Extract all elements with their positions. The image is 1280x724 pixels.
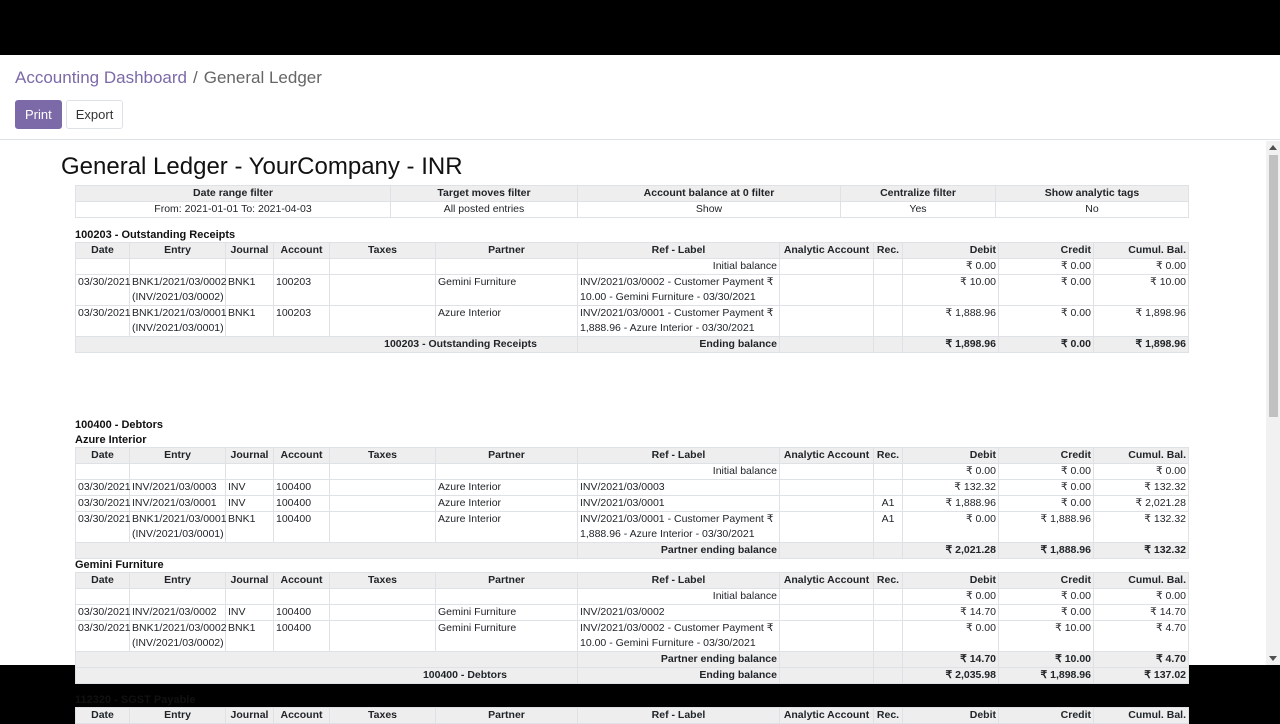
cell-date: 03/30/2021 <box>76 621 130 652</box>
cell-debit: ₹ 10.00 <box>903 275 999 306</box>
cell-rec <box>874 480 903 496</box>
cell-journal: BNK1 <box>226 275 274 306</box>
col-taxes: Taxes <box>330 243 436 259</box>
cell-credit: ₹ 1,888.96 <box>999 512 1094 543</box>
export-button[interactable]: Export <box>66 100 124 129</box>
cell-taxes <box>330 512 436 543</box>
cell-debit: ₹ 1,888.96 <box>903 496 999 512</box>
cell-analytic <box>780 605 874 621</box>
col-credit: Credit <box>999 708 1094 724</box>
initial-balance-row <box>76 259 1189 275</box>
column-header-row <box>76 448 1189 464</box>
account-ending-balance-row <box>76 337 1189 353</box>
cell-entry[interactable]: BNK1/2021/03/0002 (INV/2021/03/0002) <box>130 621 226 652</box>
col-ref-label: Ref - Label <box>578 573 780 589</box>
col-account: Account <box>274 708 330 724</box>
cell-journal: BNK1 <box>226 621 274 652</box>
col-partner: Partner <box>436 573 578 589</box>
col-taxes: Taxes <box>330 448 436 464</box>
cell-taxes <box>330 480 436 496</box>
col-cumul-bal: Cumul. Bal. <box>1094 573 1189 589</box>
cell-taxes <box>330 605 436 621</box>
col-cumul-bal: Cumul. Bal. <box>1094 448 1189 464</box>
ending-cumul-bal: ₹ 1,898.96 <box>1094 337 1189 353</box>
col-taxes: Taxes <box>330 573 436 589</box>
ending-account-name: 100400 - Debtors <box>76 668 578 684</box>
cell-analytic <box>780 480 874 496</box>
cell-analytic <box>780 512 874 543</box>
filter-header-target-moves: Target moves filter <box>391 186 578 202</box>
cell-rec <box>874 306 903 337</box>
control-panel <box>0 55 1280 140</box>
col-credit: Credit <box>999 243 1094 259</box>
col-rec: Rec. <box>874 448 903 464</box>
partner-ending-debit: ₹ 14.70 <box>903 652 999 668</box>
breadcrumb-separator: / <box>193 68 198 87</box>
report-content <box>0 141 1266 721</box>
cell-cumul-bal: ₹ 132.32 <box>1094 480 1189 496</box>
cell-cumul-bal: ₹ 10.00 <box>1094 275 1189 306</box>
cell-cumul-bal: ₹ 4.70 <box>1094 621 1189 652</box>
cell-rec <box>874 275 903 306</box>
partner-ending-credit: ₹ 10.00 <box>999 652 1094 668</box>
cell-credit: ₹ 0.00 <box>999 605 1094 621</box>
initial-balance-label: Initial balance <box>578 589 780 605</box>
cell-entry[interactable]: INV/2021/03/0002 <box>130 605 226 621</box>
cell-credit: ₹ 0.00 <box>999 480 1094 496</box>
cell-debit: ₹ 0.00 <box>903 621 999 652</box>
cell-partner: Azure Interior <box>436 496 578 512</box>
col-taxes: Taxes <box>330 708 436 724</box>
cell-journal: BNK1 <box>226 306 274 337</box>
ending-cumul-bal: ₹ 137.02 <box>1094 668 1189 684</box>
col-cumul-bal: Cumul. Bal. <box>1094 708 1189 724</box>
col-journal: Journal <box>226 448 274 464</box>
col-journal: Journal <box>226 243 274 259</box>
ledger-row[interactable] <box>76 512 1189 543</box>
scroll-down-arrow-icon[interactable] <box>1269 656 1277 661</box>
initial-balance-row <box>76 589 1189 605</box>
cell-partner: Azure Interior <box>436 306 578 337</box>
cell-ref-label: INV/2021/03/0002 <box>578 605 780 621</box>
cell-cumul-bal: ₹ 132.32 <box>1094 512 1189 543</box>
col-ref-label: Ref - Label <box>578 448 780 464</box>
col-rec: Rec. <box>874 243 903 259</box>
cell-rec: A1 <box>874 496 903 512</box>
cell-ref-label: INV/2021/03/0001 <box>578 496 780 512</box>
col-entry: Entry <box>130 708 226 724</box>
col-date: Date <box>76 448 130 464</box>
cell-taxes <box>330 496 436 512</box>
ledger-table-azure-interior <box>75 447 1189 559</box>
col-partner: Partner <box>436 243 578 259</box>
initial-balance-label: Initial balance <box>578 259 780 275</box>
cell-date: 03/30/2021 <box>76 512 130 543</box>
ending-debit: ₹ 2,035.98 <box>903 668 999 684</box>
col-date: Date <box>76 573 130 589</box>
initial-balance-label: Initial balance <box>578 464 780 480</box>
col-account: Account <box>274 573 330 589</box>
cell-cumul-bal: ₹ 14.70 <box>1094 605 1189 621</box>
cell-journal: BNK1 <box>226 512 274 543</box>
initial-credit: ₹ 0.00 <box>999 259 1094 275</box>
col-entry: Entry <box>130 573 226 589</box>
col-partner: Partner <box>436 708 578 724</box>
breadcrumb-current: General Ledger <box>203 68 322 87</box>
col-analytic-account: Analytic Account <box>780 243 874 259</box>
initial-balance-row <box>76 464 1189 480</box>
ledger-row[interactable] <box>76 621 1189 652</box>
ledger-row[interactable] <box>76 275 1189 306</box>
partner-title-gemini-furniture: Gemini Furniture <box>75 559 164 571</box>
col-rec: Rec. <box>874 573 903 589</box>
cell-taxes <box>330 621 436 652</box>
account-title-debtors: 100400 - Debtors <box>75 419 164 431</box>
action-buttons <box>15 100 1265 129</box>
ending-balance-label: Ending balance <box>578 337 780 353</box>
col-account: Account <box>274 448 330 464</box>
cell-account: 100203 <box>274 275 330 306</box>
cell-partner: Azure Interior <box>436 512 578 543</box>
partner-title-azure-interior: Azure Interior <box>75 434 147 446</box>
col-credit: Credit <box>999 573 1094 589</box>
cell-journal: INV <box>226 480 274 496</box>
cell-debit: ₹ 1,888.96 <box>903 306 999 337</box>
partner-ending-balance-row <box>76 543 1189 559</box>
cell-debit: ₹ 132.32 <box>903 480 999 496</box>
initial-cumul-bal: ₹ 0.00 <box>1094 589 1189 605</box>
cell-ref-label: INV/2021/03/0001 - Customer Payment ₹ 1,888.96 - Azure Interior - 03/30/2021 <box>578 306 780 337</box>
cell-analytic <box>780 496 874 512</box>
col-entry: Entry <box>130 243 226 259</box>
filter-header-date-range: Date range filter <box>76 186 391 202</box>
scroll-up-arrow-icon[interactable] <box>1269 145 1277 150</box>
cell-taxes <box>330 275 436 306</box>
cell-debit: ₹ 14.70 <box>903 605 999 621</box>
cell-credit: ₹ 0.00 <box>999 496 1094 512</box>
cell-rec: A1 <box>874 512 903 543</box>
filter-header-centralize: Centralize filter <box>841 186 996 202</box>
cell-date: 03/30/2021 <box>76 605 130 621</box>
col-debit: Debit <box>903 448 999 464</box>
ledger-row[interactable] <box>76 306 1189 337</box>
partner-ending-debit: ₹ 2,021.28 <box>903 543 999 559</box>
col-ref-label: Ref - Label <box>578 243 780 259</box>
ending-credit: ₹ 1,898.96 <box>999 668 1094 684</box>
ending-balance-label: Ending balance <box>578 668 780 684</box>
filter-value-date-range: From: 2021-01-01 To: 2021-04-03 <box>76 202 391 218</box>
initial-credit: ₹ 0.00 <box>999 464 1094 480</box>
col-debit: Debit <box>903 573 999 589</box>
cell-entry[interactable]: BNK1/2021/03/0002 (INV/2021/03/0002) <box>130 275 226 306</box>
cell-credit: ₹ 0.00 <box>999 306 1094 337</box>
col-debit: Debit <box>903 708 999 724</box>
cell-ref-label: INV/2021/03/0001 - Customer Payment ₹ 1,888.96 - Azure Interior - 03/30/2021 <box>578 512 780 543</box>
ending-credit: ₹ 0.00 <box>999 337 1094 353</box>
ledger-row[interactable] <box>76 605 1189 621</box>
account-ending-balance-row <box>76 668 1189 684</box>
cell-entry[interactable]: INV/2021/03/0003 <box>130 480 226 496</box>
cell-date: 03/30/2021 <box>76 480 130 496</box>
col-rec: Rec. <box>874 708 903 724</box>
cell-date: 03/30/2021 <box>76 306 130 337</box>
cell-partner: Gemini Furniture <box>436 275 578 306</box>
cell-account: 100400 <box>274 496 330 512</box>
cell-journal: INV <box>226 605 274 621</box>
cell-account: 100400 <box>274 480 330 496</box>
column-header-row <box>76 708 1189 724</box>
filter-value-analytic-tags: No <box>996 202 1189 218</box>
cell-partner: Gemini Furniture <box>436 605 578 621</box>
vertical-scrollbar[interactable] <box>1266 141 1280 665</box>
ledger-table-outstanding-receipts <box>75 242 1189 353</box>
cell-debit: ₹ 0.00 <box>903 512 999 543</box>
col-analytic-account: Analytic Account <box>780 448 874 464</box>
partner-ending-balance-label: Partner ending balance <box>578 543 780 559</box>
ledger-table-sgst-payable <box>75 707 1189 724</box>
cell-rec <box>874 621 903 652</box>
col-partner: Partner <box>436 448 578 464</box>
cell-partner: Azure Interior <box>436 480 578 496</box>
partner-ending-balance-row <box>76 652 1189 668</box>
filter-header-analytic-tags: Show analytic tags <box>996 186 1189 202</box>
cell-account: 100203 <box>274 306 330 337</box>
cell-taxes <box>330 306 436 337</box>
cell-cumul-bal: ₹ 2,021.28 <box>1094 496 1189 512</box>
column-header-row <box>76 573 1189 589</box>
cell-credit: ₹ 0.00 <box>999 275 1094 306</box>
cell-analytic <box>780 621 874 652</box>
partner-ending-cumul-bal: ₹ 4.70 <box>1094 652 1189 668</box>
ledger-table-gemini-furniture <box>75 572 1189 684</box>
filter-value-target-moves: All posted entries <box>391 202 578 218</box>
initial-cumul-bal: ₹ 0.00 <box>1094 464 1189 480</box>
col-credit: Credit <box>999 448 1094 464</box>
partner-ending-balance-label: Partner ending balance <box>578 652 780 668</box>
col-analytic-account: Analytic Account <box>780 573 874 589</box>
cell-cumul-bal: ₹ 1,898.96 <box>1094 306 1189 337</box>
report-title: General Ledger - YourCompany - INR <box>61 153 463 180</box>
initial-debit: ₹ 0.00 <box>903 259 999 275</box>
col-analytic-account: Analytic Account <box>780 708 874 724</box>
col-journal: Journal <box>226 573 274 589</box>
col-date: Date <box>76 243 130 259</box>
app-window <box>0 55 1280 721</box>
col-debit: Debit <box>903 243 999 259</box>
initial-credit: ₹ 0.00 <box>999 589 1094 605</box>
cell-analytic <box>780 306 874 337</box>
cell-journal: INV <box>226 496 274 512</box>
breadcrumb <box>15 68 1265 88</box>
filters-table <box>75 185 1189 218</box>
account-title-outstanding-receipts: 100203 - Outstanding Receipts <box>75 229 236 241</box>
partner-ending-cumul-bal: ₹ 132.32 <box>1094 543 1189 559</box>
cell-entry[interactable]: INV/2021/03/0001 <box>130 496 226 512</box>
col-account: Account <box>274 243 330 259</box>
cell-account: 100400 <box>274 605 330 621</box>
filter-value-centralize: Yes <box>841 202 996 218</box>
col-date: Date <box>76 708 130 724</box>
column-header-row <box>76 243 1189 259</box>
cell-date: 03/30/2021 <box>76 496 130 512</box>
cell-account: 100400 <box>274 512 330 543</box>
cell-entry[interactable]: BNK1/2021/03/0001 (INV/2021/03/0001) <box>130 512 226 543</box>
col-journal: Journal <box>226 708 274 724</box>
partner-ending-credit: ₹ 1,888.96 <box>999 543 1094 559</box>
breadcrumb-accounting-dashboard[interactable]: Accounting Dashboard <box>15 68 188 87</box>
cell-credit: ₹ 10.00 <box>999 621 1094 652</box>
ending-debit: ₹ 1,898.96 <box>903 337 999 353</box>
cell-analytic <box>780 275 874 306</box>
filter-value-account-balance: Show <box>578 202 841 218</box>
filter-header-account-balance: Account balance at 0 filter <box>578 186 841 202</box>
account-title-sgst-payable: 112320 - SGST Payable <box>75 694 196 706</box>
cell-rec <box>874 605 903 621</box>
scrollbar-thumb[interactable] <box>1269 155 1278 417</box>
cell-entry[interactable]: BNK1/2021/03/0001 (INV/2021/03/0001) <box>130 306 226 337</box>
col-cumul-bal: Cumul. Bal. <box>1094 243 1189 259</box>
cell-date: 03/30/2021 <box>76 275 130 306</box>
cell-partner: Gemini Furniture <box>436 621 578 652</box>
ledger-row[interactable] <box>76 496 1189 512</box>
col-ref-label: Ref - Label <box>578 708 780 724</box>
cell-ref-label: INV/2021/03/0003 <box>578 480 780 496</box>
initial-cumul-bal: ₹ 0.00 <box>1094 259 1189 275</box>
cell-ref-label: INV/2021/03/0002 - Customer Payment ₹ 10.00 - Gemini Furniture - 03/30/2021 <box>578 621 780 652</box>
cell-account: 100400 <box>274 621 330 652</box>
cell-ref-label: INV/2021/03/0002 - Customer Payment ₹ 10.00 - Gemini Furniture - 03/30/2021 <box>578 275 780 306</box>
ledger-row[interactable] <box>76 480 1189 496</box>
initial-debit: ₹ 0.00 <box>903 464 999 480</box>
ending-account-name: 100203 - Outstanding Receipts <box>76 337 578 353</box>
print-button[interactable]: Print <box>15 100 62 129</box>
col-entry: Entry <box>130 448 226 464</box>
initial-debit: ₹ 0.00 <box>903 589 999 605</box>
